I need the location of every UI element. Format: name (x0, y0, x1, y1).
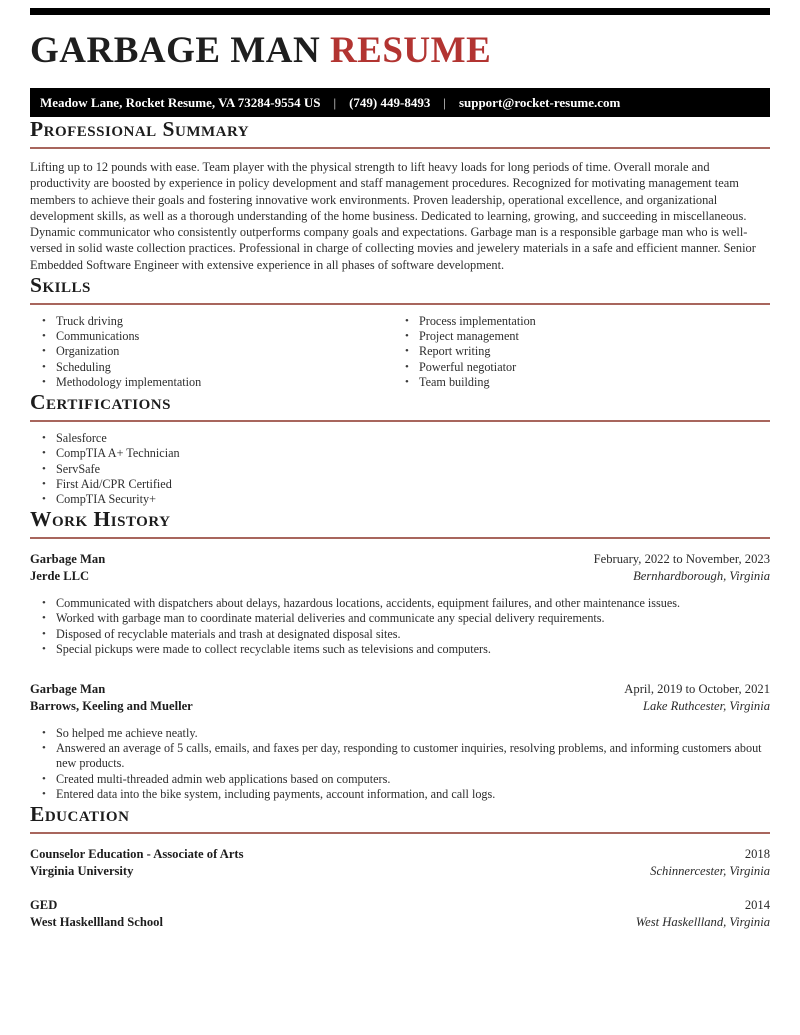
certification-item: • First Aid/CPR Certified (42, 477, 770, 492)
job-bullet: • Special pickups were made to collect recyclable items such as televisions and computers. (42, 642, 770, 657)
skills-columns (30, 305, 770, 390)
job-title-row (30, 551, 770, 568)
job-location: Lake Ruthcester, Virginia (643, 698, 770, 713)
skill-item: • Communications (42, 329, 393, 344)
section-heading-skills: Skills (30, 273, 770, 305)
certifications-list (30, 431, 770, 507)
job-dates: February, 2022 to November, 2023 (593, 552, 770, 567)
section-heading-work-history: Work History (30, 507, 770, 539)
skill-item: • Team building (405, 375, 770, 390)
skills-list-right (393, 314, 770, 390)
skills-column-right (393, 305, 770, 390)
education-degree-row (30, 846, 770, 863)
certification-item: • CompTIA A+ Technician (42, 446, 770, 461)
skill-item: • Project management (405, 329, 770, 344)
job-company-row (30, 568, 770, 585)
certification-item: • CompTIA Security+ (42, 492, 770, 507)
section-heading-professional-summary: Professional Summary (30, 117, 770, 149)
job-title-row (30, 681, 770, 698)
job-company-row (30, 698, 770, 715)
job-company: Barrows, Keeling and Mueller (30, 698, 193, 713)
education-school: West Haskellland School (30, 914, 163, 929)
resume-title (30, 32, 770, 69)
certification-item: • ServSafe (42, 462, 770, 477)
job-bullet: • Worked with garbage man to coordinate material deliveries and communicate any special delivery requirements. (42, 611, 770, 626)
education-location: Schinnercester, Virginia (650, 863, 770, 878)
contact-phone: (749) 449-8493 (349, 94, 431, 110)
job-bullet-list (30, 596, 770, 657)
education-location: West Haskellland, Virginia (635, 914, 770, 929)
education-school-row (30, 914, 770, 931)
job-bullet: • Answered an average of 5 calls, emails, and faxes per day, responding to customer inquiries, resolving problems, and informing customers about new products. (42, 741, 770, 771)
contact-email: support@rocket-resume.com (458, 94, 621, 110)
skill-item: • Scheduling (42, 360, 393, 375)
job-location: Bernhardborough, Virginia (633, 569, 770, 584)
job-bullet: • Disposed of recyclable materials and trash at designated disposal sites. (42, 627, 770, 642)
skills-list-left (30, 314, 393, 390)
skill-item: • Process implementation (405, 314, 770, 329)
top-accent-bar (30, 8, 770, 15)
skill-item: • Powerful negotiator (405, 360, 770, 375)
job-bullet: • Created multi-threaded admin web applications based on computers. (42, 772, 770, 787)
skill-item: • Truck driving (42, 314, 393, 329)
job-bullet: • So helped me achieve neatly. (42, 726, 770, 741)
job-entry (30, 681, 770, 802)
job-bullet: • Entered data into the bike system, including payments, account information, and call logs. (42, 787, 770, 802)
education-year: 2014 (744, 897, 770, 912)
education-degree: GED (30, 897, 58, 912)
title-name: GARBAGE MAN (30, 30, 321, 71)
contact-separator: | (443, 94, 446, 110)
education-degree-row (30, 897, 770, 914)
skill-item: • Organization (42, 344, 393, 359)
skills-column-left (30, 305, 393, 390)
skill-item: • Report writing (405, 344, 770, 359)
title-word-resume: RESUME (329, 30, 492, 71)
education-entry (30, 846, 770, 880)
contact-address: Meadow Lane, Rocket Resume, VA 73284-9554 US (40, 94, 321, 110)
education-year: 2018 (744, 846, 770, 861)
job-company: Jerde LLC (30, 569, 90, 584)
contact-separator: | (333, 94, 337, 110)
section-heading-education: Education (30, 802, 770, 834)
job-bullet-list (30, 726, 770, 802)
contact-bar (30, 88, 770, 117)
education-school: Virginia University (30, 863, 134, 878)
job-title: Garbage Man (30, 681, 106, 696)
certification-item: • Salesforce (42, 431, 770, 446)
education-entry (30, 897, 770, 931)
summary-paragraph: Lifting up to 12 pounds with ease. Team player with the physical strength to lift heavy loads for long periods of time. Overall morale and productivity are boosted by experience in policy development and staff management procedures. Recognized for motivating management team members to achieve their goals and fostering innovative work environments. Proven leadership, operational excellence, and organizational development skills, as well as a thorough understanding of the home business. Dedicated to learning, growing, and succeeding in miscellaneous. Dynamic communicator who consistently outperforms company goals and expectations. Garbage man is a responsible garbage man who is well-versed in solid waste collection practices. Professional in charge of collecting movies and jewelery materials in a safe and efficient manner. Senior Embedded Software Engineer with extensive experience in all phases of software development. (30, 160, 756, 272)
section-heading-certifications: Certifications (30, 390, 770, 422)
job-entry (30, 551, 770, 657)
job-dates: April, 2019 to October, 2021 (624, 681, 770, 696)
skill-item: • Methodology implementation (42, 375, 393, 390)
job-bullet: • Communicated with dispatchers about delays, hazardous locations, accidents, equipment failures, and other maintenance issues. (42, 596, 770, 611)
education-degree: Counselor Education - Associate of Arts (30, 846, 244, 861)
job-title: Garbage Man (30, 552, 106, 567)
education-school-row (30, 863, 770, 880)
